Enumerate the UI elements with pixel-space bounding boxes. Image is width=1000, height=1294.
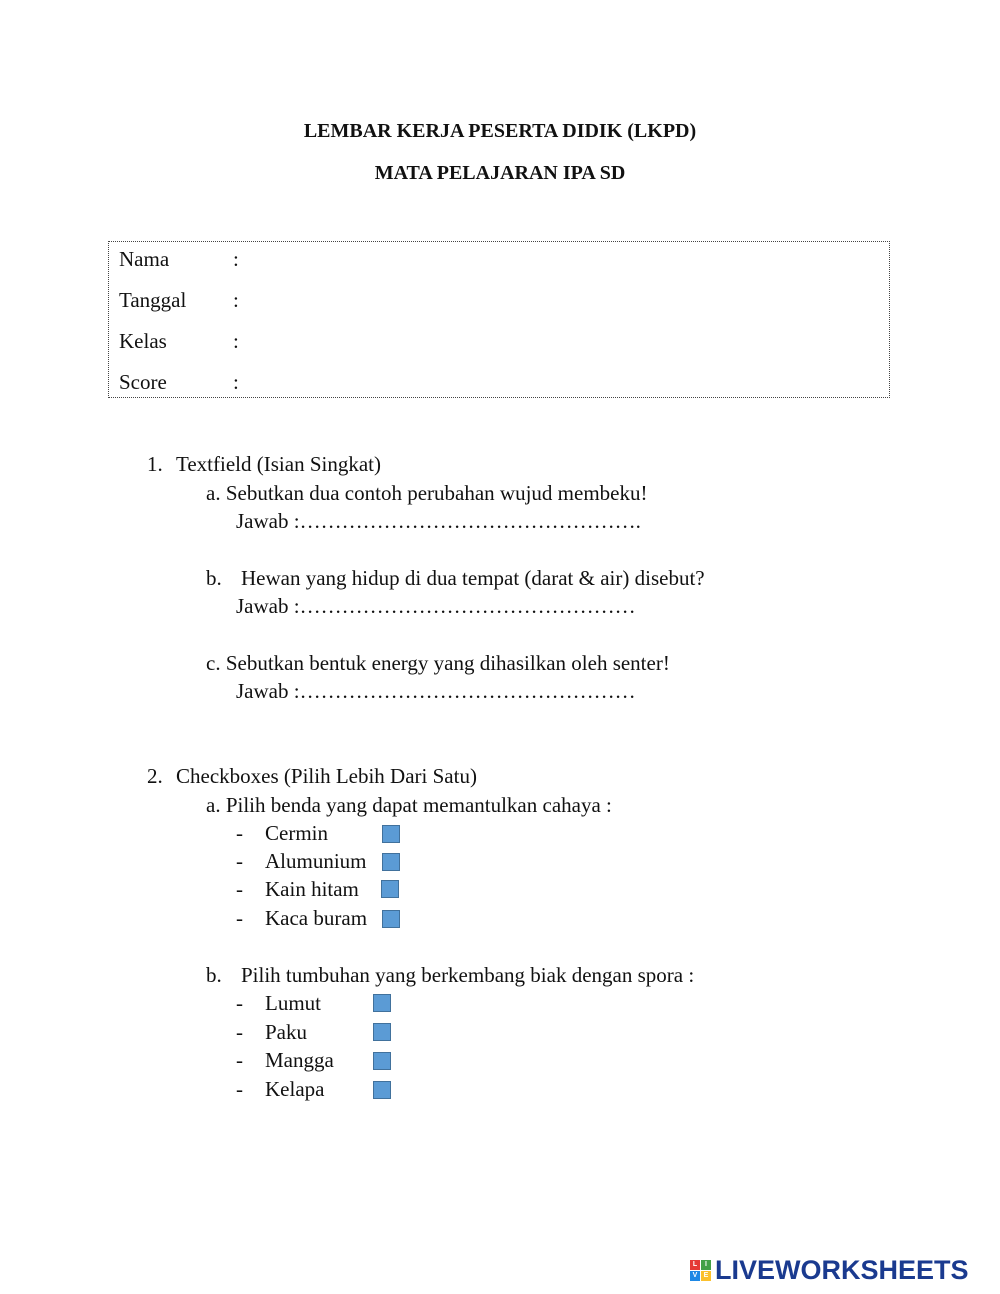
question-prefix: b. bbox=[206, 566, 222, 590]
option-dash: - bbox=[236, 1020, 243, 1044]
question-prefix: a. bbox=[206, 481, 221, 505]
checkbox-kain-hitam[interactable] bbox=[381, 880, 399, 898]
option-row bbox=[236, 820, 328, 846]
option-label: Kain hitam bbox=[265, 877, 359, 901]
question-prefix: b. bbox=[206, 963, 222, 987]
student-info-box bbox=[108, 241, 890, 398]
logo-text: LIVEWORKSHEETS bbox=[715, 1254, 969, 1285]
info-label: Score bbox=[119, 370, 167, 394]
section-title: Textfield (Isian Singkat) bbox=[176, 452, 381, 476]
logo-mark-square: E bbox=[701, 1271, 711, 1281]
question-text: Pilih benda yang dapat memantulkan cahaya : bbox=[225, 793, 612, 817]
option-dash: - bbox=[236, 849, 243, 873]
checkbox-paku[interactable] bbox=[373, 1023, 391, 1041]
checkbox-cermin[interactable] bbox=[382, 825, 400, 843]
option-label: Mangga bbox=[265, 1048, 334, 1072]
page-subtitle: MATA PELAJARAN IPA SD bbox=[374, 162, 626, 184]
logo-mark-square: I bbox=[701, 1260, 711, 1270]
option-dash: - bbox=[236, 1077, 243, 1101]
option-row bbox=[236, 990, 321, 1016]
question-text: Hewan yang hidup di dua tempat (darat & air) disebut? bbox=[241, 566, 705, 590]
logo-mark-square: V bbox=[690, 1271, 700, 1281]
info-label: Tanggal bbox=[119, 288, 187, 312]
checkbox-lumut[interactable] bbox=[373, 994, 391, 1012]
info-colon: : bbox=[233, 288, 239, 312]
info-colon: : bbox=[233, 370, 239, 394]
option-row bbox=[236, 848, 367, 874]
section-title: Checkboxes (Pilih Lebih Dari Satu) bbox=[176, 764, 477, 788]
info-label: Kelas bbox=[119, 329, 167, 353]
question-text: Sebutkan bentuk energy yang dihasilkan oleh senter! bbox=[225, 651, 670, 675]
checkbox-kaca-buram[interactable] bbox=[382, 910, 400, 928]
logo-mark-icon bbox=[690, 1260, 711, 1281]
option-label: Alumunium bbox=[265, 849, 367, 873]
question-2b bbox=[206, 962, 695, 988]
info-colon: : bbox=[233, 329, 239, 353]
question-2a bbox=[206, 792, 612, 818]
option-label: Paku bbox=[265, 1020, 307, 1044]
option-dash: - bbox=[236, 877, 243, 901]
option-label: Kaca buram bbox=[265, 906, 368, 930]
option-dash: - bbox=[236, 1048, 243, 1072]
option-row bbox=[236, 1076, 325, 1102]
answer-field-1b[interactable]: Jawab :………………………………………… bbox=[236, 594, 636, 618]
question-1b bbox=[206, 565, 705, 591]
checkbox-mangga[interactable] bbox=[373, 1052, 391, 1070]
checkbox-alumunium[interactable] bbox=[382, 853, 400, 871]
option-row bbox=[236, 905, 368, 931]
option-row bbox=[236, 876, 359, 902]
option-dash: - bbox=[236, 821, 243, 845]
info-colon: : bbox=[233, 247, 239, 271]
answer-field-1c[interactable]: Jawab :………………………………………… bbox=[236, 679, 636, 703]
option-label: Lumut bbox=[265, 991, 321, 1015]
page-title: LEMBAR KERJA PESERTA DIDIK (LKPD) bbox=[303, 120, 697, 142]
option-dash: - bbox=[236, 906, 243, 930]
section-number: 2. bbox=[147, 764, 163, 788]
checkbox-kelapa[interactable] bbox=[373, 1081, 391, 1099]
question-text: Sebutkan dua contoh perubahan wujud membeku! bbox=[225, 481, 648, 505]
section-1-heading bbox=[147, 451, 381, 477]
option-label: Cermin bbox=[265, 821, 328, 845]
option-dash: - bbox=[236, 991, 243, 1015]
question-1a bbox=[206, 480, 647, 506]
option-row bbox=[236, 1047, 334, 1073]
logo-mark-square: L bbox=[690, 1260, 700, 1270]
option-row bbox=[236, 1019, 307, 1045]
liveworksheets-logo bbox=[690, 1254, 969, 1286]
question-1c bbox=[206, 650, 670, 676]
question-text: Pilih tumbuhan yang berkembang biak dengan spora : bbox=[241, 963, 695, 987]
question-prefix: a. bbox=[206, 793, 221, 817]
answer-field-1a[interactable]: Jawab :…………………………………………. bbox=[236, 509, 641, 533]
question-prefix: c. bbox=[206, 651, 221, 675]
option-label: Kelapa bbox=[265, 1077, 325, 1101]
section-number: 1. bbox=[147, 452, 163, 476]
info-label: Nama bbox=[119, 247, 170, 271]
section-2-heading bbox=[147, 763, 477, 789]
